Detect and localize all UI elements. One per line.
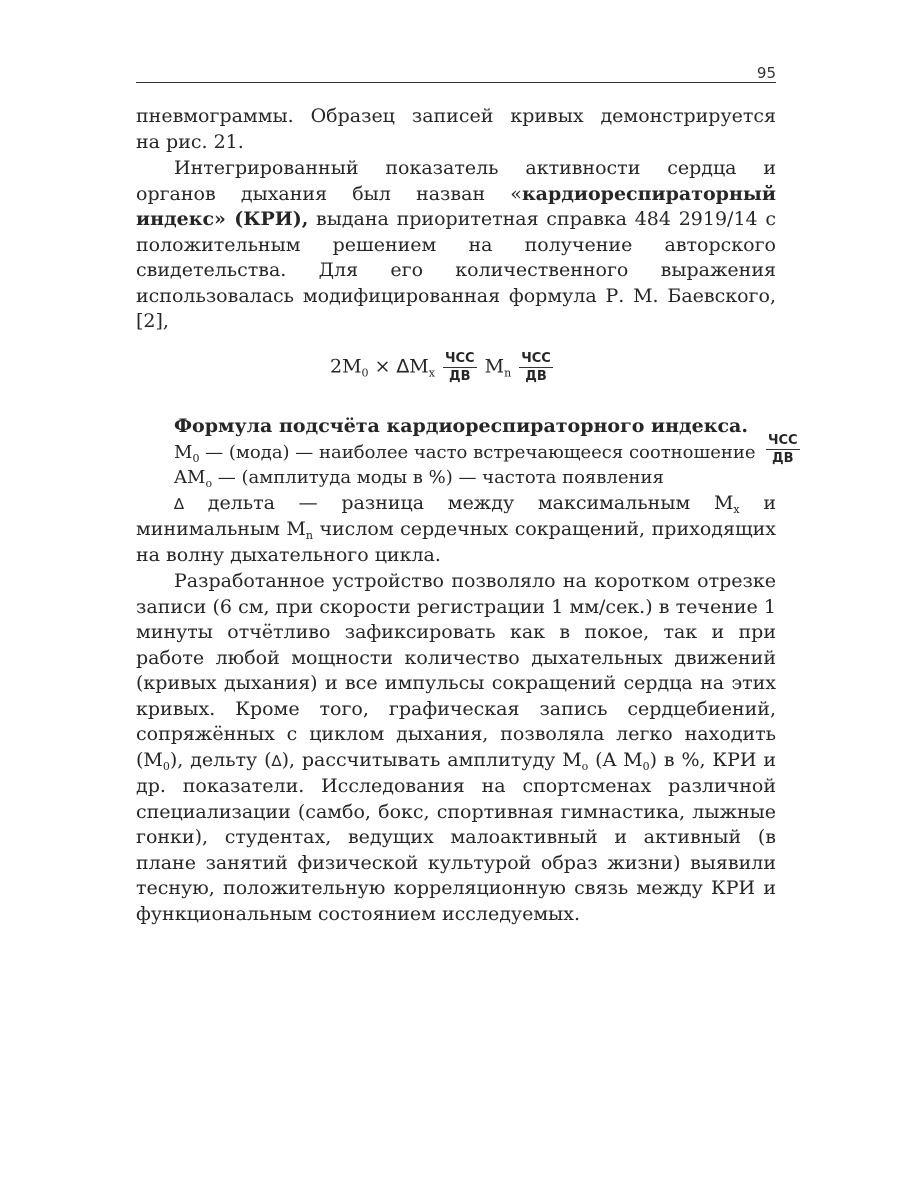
paragraph-line: на рис. 21. (136, 130, 244, 153)
def-amo-symbol: AM (174, 467, 206, 488)
def-m0-sub: 0 (192, 451, 200, 465)
def-delta-text: дельта — разница между максимальным M (184, 491, 734, 514)
fraction-denominator: ДВ (449, 369, 471, 384)
formula-2m: 2M (330, 355, 362, 378)
def-delta-text: и минимальным M (136, 491, 776, 540)
device-sub: 0 (642, 759, 650, 773)
device-text: (A M (588, 748, 643, 771)
fraction-numerator: ЧСС (768, 433, 798, 448)
header-rule (136, 82, 776, 83)
device-sub: 0 (162, 759, 170, 773)
fraction-denominator: ДВ (525, 369, 547, 384)
fraction-numerator: ЧСС (445, 351, 475, 366)
fraction-numerator: ЧСС (521, 351, 551, 366)
formula-mn: M (478, 355, 505, 378)
side-fraction-body (766, 432, 800, 467)
formula-sub-x: x (428, 366, 435, 380)
delta-symbol: ∆ (271, 751, 282, 770)
fraction-denominator: ДВ (772, 451, 794, 466)
delta-symbol: ∆ (174, 494, 185, 513)
formula-fraction-1 (443, 350, 477, 385)
def-m0-text: — (мода) — наиболее часто встречающееся соотношение (199, 441, 756, 463)
formula-times: × (368, 355, 397, 378)
side-fraction (764, 432, 802, 467)
def-m0 (136, 440, 776, 466)
delta-symbol: ∆ (396, 355, 410, 378)
def-delta (136, 491, 776, 569)
def-m0-symbol: M (174, 441, 193, 463)
page-number: 95 (756, 64, 776, 82)
paragraph-continuation (136, 104, 776, 155)
definitions-block (136, 414, 776, 568)
def-amo-sub: o (205, 477, 213, 490)
kri-term: кардиореспираторный индекс» (КРИ), (136, 182, 776, 230)
device-text: Разработанное устройство позволяло на коротком отрезке записи (6 см, при скорости регистрации 1 мм/сек.) в течение 1 минуты отчётливо зафиксировать как в покое, так и при работе любой мощности количество дыхательных движений (кривых дыхания) и все импульсы сокращений сердца на этих кривых. Кроме того, графическая запись сердцебиений, сопряжённых с циклом дыхания, позволяла легко находить (M (136, 570, 776, 771)
formula-sub-0: 0 (361, 366, 369, 380)
device-text: ) в %, КРИ и др. показатели. Исследования на спортсменах различной специализации (самбо, бокс, спортивная гимнастика, лыжные гонки), студентах, ведущих малоактивный и активный (в плане занятий физической культурой образ жизни) выявили тесную, положительную корреляционную связь между КРИ и функциональным состоянием исследуемых. (136, 748, 777, 925)
formula-fraction-2 (519, 350, 553, 385)
formula-sub-n: n (504, 366, 512, 380)
kri-text-b: выдана приоритетная справка 484 2919/14 с положительным решением на получение авторского свидетельства. Для его количественного выражения использовалась модифицированная формула Р. М. Баевского, [2], (136, 208, 776, 332)
def-delta-sub-n: n (305, 529, 313, 542)
paragraph-device (136, 569, 776, 927)
kri-formula (330, 350, 555, 385)
device-text: ), дельту ( (169, 748, 272, 771)
formula-heading: Формула подсчёта кардиореспираторного индекса. (174, 415, 748, 437)
device-text: ), рассчитывать амплитуду M (281, 748, 582, 771)
def-delta-text: числом сердечных сокращений, приходящих на волну дыхательного цикла. (136, 518, 776, 566)
def-amo-text: — (амплитуда моды в %) — частота появления (212, 467, 664, 488)
paragraph-line: пневмограммы. Образец записей кривых демонстрируется (136, 105, 776, 127)
def-amo (136, 465, 776, 491)
kri-text-a: Интегрированный показатель активности сердца и органов дыхания был назван « (136, 157, 776, 205)
def-delta-sub-x: x (733, 502, 740, 516)
paragraph-kri (136, 156, 776, 335)
device-sub: o (581, 759, 589, 773)
formula-mx: M (409, 355, 429, 378)
